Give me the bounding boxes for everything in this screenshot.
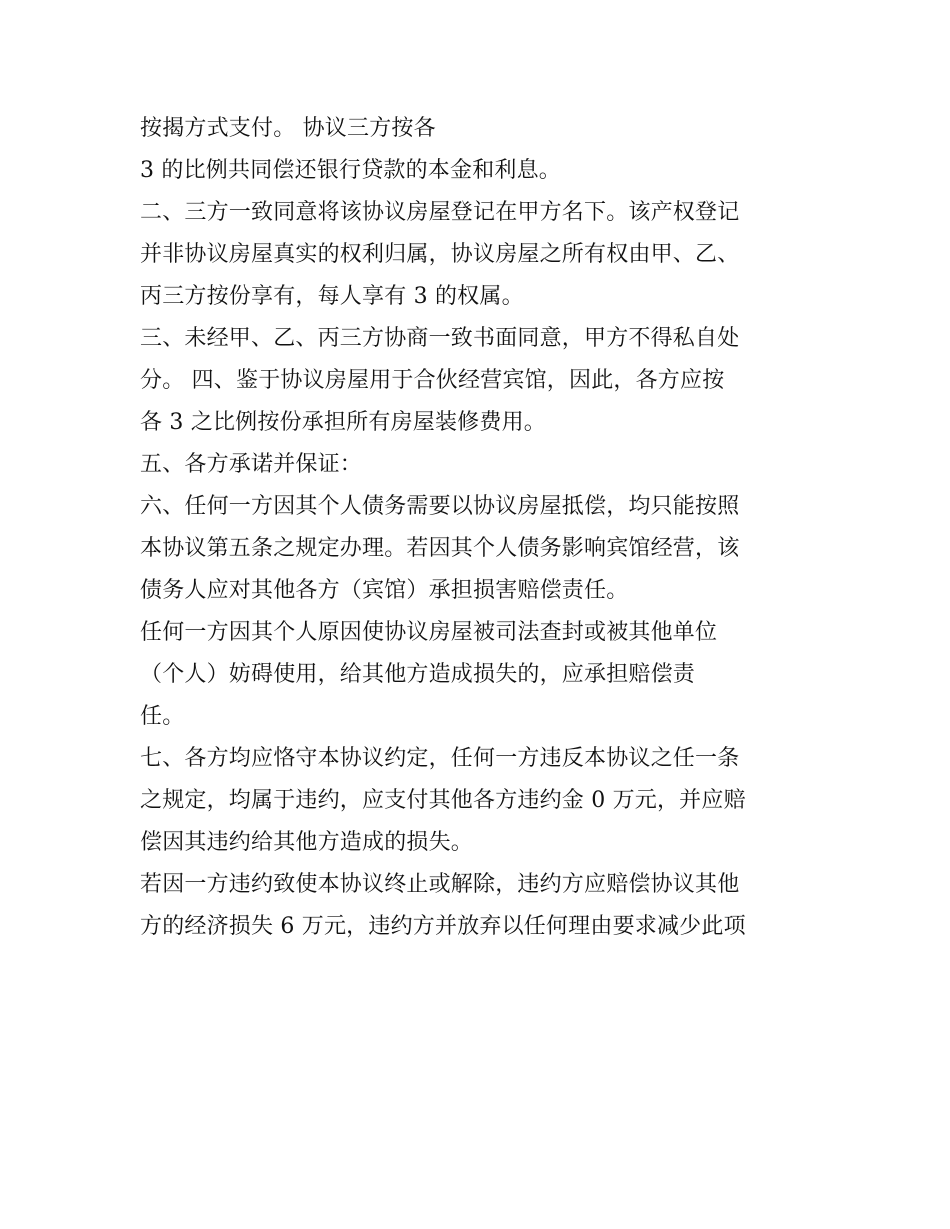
text-line: （个人）妨碍使用，给其他方造成损失的，应承担赔偿责 <box>140 662 696 687</box>
text-line: 任。 <box>140 704 185 729</box>
text-line: 3 的比例共同偿还银行贷款的本金和利息。 <box>140 158 561 183</box>
text-line: 本协议第五条之规定办理。若因其个人债务影响宾馆经营，该 <box>140 536 740 561</box>
text-line: 任何一方因其个人原因使协议房屋被司法查封或被其他单位 <box>140 620 718 645</box>
text-line: 二、三方一致同意将该协议房屋登记在甲方名下。该产权登记 <box>140 200 740 225</box>
text-line: 各 3 之比例按份承担所有房屋装修费用。 <box>140 410 546 435</box>
text-line: 七、各方均应恪守本协议约定，任何一方违反本协议之任一条 <box>140 746 740 771</box>
text-line: 按揭方式支付。 协议三方按各 <box>140 116 436 141</box>
text-line: 之规定，均属于违约，应支付其他各方违约金 0 万元，并应赔 <box>140 788 746 813</box>
text-line: 六、任何一方因其个人债务需要以协议房屋抵偿，均只能按照 <box>140 494 740 519</box>
text-line: 方的经济损失 6 万元，违约方并放弃以任何理由要求减少此项 <box>140 914 746 939</box>
text-line: 债务人应对其他各方（宾馆）承担损害赔偿责任。 <box>140 578 629 603</box>
text-line: 并非协议房屋真实的权利归属，协议房屋之所有权由甲、乙、 <box>140 242 740 267</box>
document-body <box>140 108 820 948</box>
text-line: 若因一方违约致使本协议终止或解除，违约方应赔偿协议其他 <box>140 872 740 897</box>
text-line: 三、未经甲、乙、丙三方协商一致书面同意，甲方不得私自处 <box>140 326 740 351</box>
text-line: 偿因其违约给其他方造成的损失。 <box>140 830 474 855</box>
text-line: 五、各方承诺并保证： <box>140 452 363 477</box>
text-line: 丙三方按份享有，每人享有 3 的权属。 <box>140 284 524 309</box>
text-line: 分。 四、鉴于协议房屋用于合伙经营宾馆，因此，各方应按 <box>140 368 725 393</box>
